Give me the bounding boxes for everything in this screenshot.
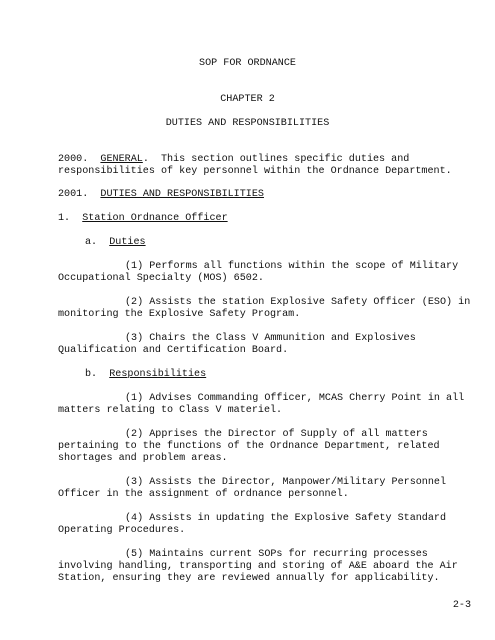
paragraph-text: Officer in the assignment of ordnance personnel. bbox=[58, 489, 349, 500]
section-heading: DUTIES AND RESPONSIBILITIES bbox=[100, 189, 264, 200]
subitem-heading: Responsibilities bbox=[109, 369, 207, 380]
chapter-number: CHAPTER 2 bbox=[220, 94, 275, 105]
paragraph-text: (3) Assists the Director, Manpower/Military Personnel bbox=[125, 477, 447, 488]
paragraph-text: Occupational Specialty (MOS) 6502. bbox=[58, 273, 264, 284]
paragraph-text: matters relating to Class V materiel. bbox=[58, 405, 283, 416]
paragraph-text: (1) Performs all functions within the scope of Military bbox=[125, 261, 459, 272]
paragraph-text: (1) Advises Commanding Officer, MCAS Cherry Point in all bbox=[125, 393, 465, 404]
section-heading: GENERAL bbox=[100, 154, 143, 165]
paragraph-text: (5) Maintains current SOPs for recurring processes bbox=[125, 549, 428, 560]
paragraph-text: (3) Chairs the Class V Ammunition and Explosives bbox=[125, 333, 416, 344]
paragraph-text: Qualification and Certification Board. bbox=[58, 345, 289, 356]
paragraph-text: (4) Assists in updating the Explosive Safety Standard bbox=[125, 513, 447, 524]
paragraph-text: (2) Apprises the Director of Supply of all matters bbox=[125, 429, 428, 440]
paragraph-text: monitoring the Explosive Safety Program. bbox=[58, 309, 301, 320]
section-number: 2000. bbox=[58, 154, 89, 165]
paragraph-text: Operating Procedures. bbox=[58, 525, 186, 536]
item-heading: Station Ordnance Officer bbox=[82, 213, 228, 224]
subitem-a-heading-line bbox=[85, 237, 146, 249]
paragraph-text: responsibilities of key personnel within the Ordnance Department. bbox=[58, 166, 452, 177]
paragraph-text: shortages and problem areas. bbox=[58, 453, 228, 464]
paragraph-text: . This section outlines specific duties and bbox=[142, 154, 410, 165]
chapter-title: DUTIES AND RESPONSIBILITIES bbox=[165, 118, 330, 129]
paragraph-text: involving handling, transporting and storing of A&E aboard the Air bbox=[58, 561, 458, 572]
item-number: 1. bbox=[58, 213, 71, 224]
paragraph-text: pertaining to the functions of the Ordnance Department, related bbox=[58, 441, 440, 452]
section-2001-heading-line bbox=[58, 189, 264, 201]
subitem-letter: a. bbox=[85, 237, 98, 248]
section-number: 2001. bbox=[58, 189, 89, 200]
document-title: SOP FOR ORDNANCE bbox=[199, 58, 296, 69]
page-number: 2-3 bbox=[452, 600, 471, 611]
section-2000-first-line bbox=[58, 154, 409, 166]
paragraph-text: (2) Assists the station Explosive Safety Officer (ESO) in bbox=[125, 297, 471, 308]
item-1-heading-line bbox=[58, 213, 228, 225]
subitem-heading: Duties bbox=[109, 237, 146, 248]
subitem-b-heading-line bbox=[85, 369, 206, 381]
subitem-letter: b. bbox=[85, 369, 98, 380]
paragraph-text: Station, ensuring they are reviewed annually for applicability. bbox=[58, 573, 440, 584]
